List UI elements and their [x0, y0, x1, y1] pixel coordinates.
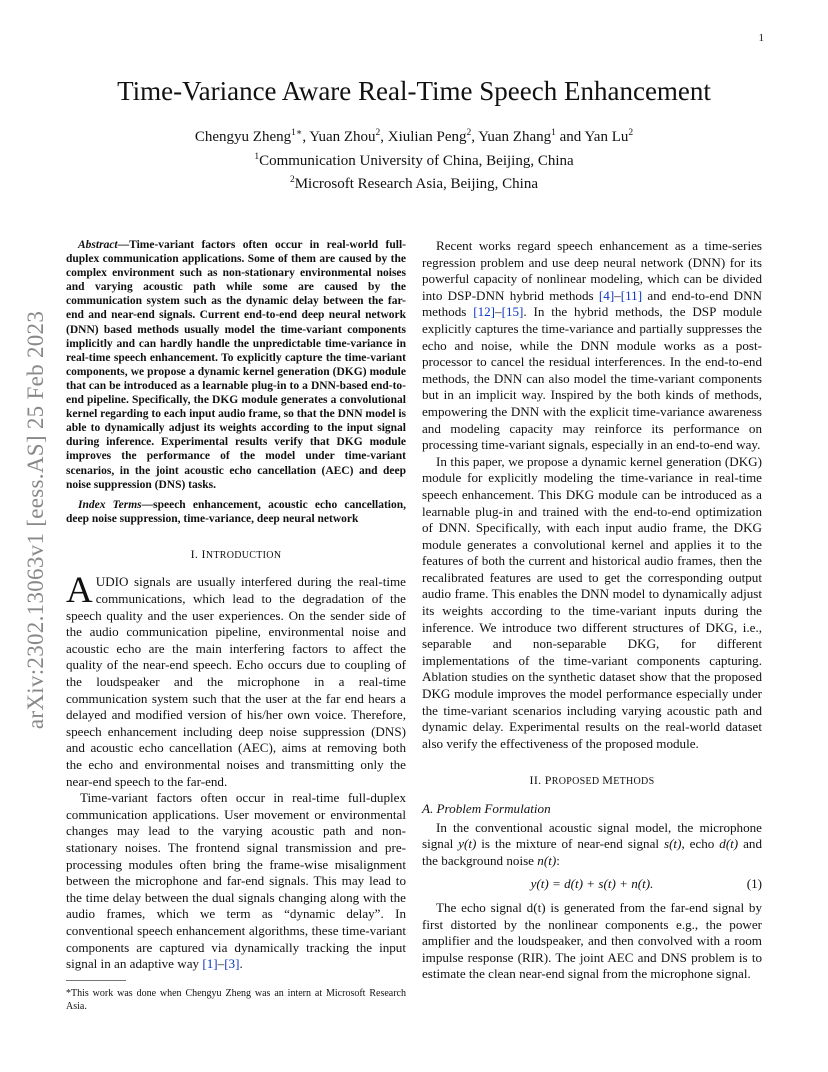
- page-number: 1: [758, 32, 764, 44]
- body-paragraph-3: In the conventional acoustic signal model, the microphone signal y(t) is the mixture of near-end signal s(t), echo d(t) and the background noise n(t):: [422, 819, 762, 868]
- intro-paragraph-2: Time-variant factors often occur in real-time full-duplex communication applications. User movement or environmental changes may lead to the varying acoustic path and non-stationary noises. The frontend signal transmission and pre-processing modules often bring the frame-wise misalignment between the microphone and far-end signals. This may lead to the time delay between the dual signals changing along with the audio frames, which we term as “dynamic delay”. In conventional speech enhancement algorithms, these time-variant components are captured via dynamically tracking the input signal in an adaptive way [1]–[3].: [66, 790, 406, 972]
- section-heading-proposed-methods: II. PROPOSED METHODS: [529, 773, 655, 788]
- drop-cap: A: [66, 570, 93, 612]
- footnote-rule: [66, 980, 126, 981]
- arxiv-id: arXiv:2302.13063v1 [eess.AS] 25 Feb 2023: [23, 310, 48, 730]
- body-paragraph-2: In this paper, we propose a dynamic kernel generation (DKG) module for explicitly modeling the time-variance in real-time speech enhancement. This DKG module can be introduced as a learnable plug-in and trained with the end-to-end optimization of DNN. Specifically, with each input audio frame, the DKG module generates a convolutional kernel and applies it to the features of both the current and historical audio frames, then the recalibrated features are used to get the corresponding output audio frame. This enables the DNN model to dynamically adjust its weights according to the time-variant inputs during the inference. We introduce two different structures of DKG, i.e., separable and non-separable DKG, for different implementations of the time-variant components capturing. Ablation studies on the synthetic dataset show that the proposed DKG module improves the model performance especially under the time-variant scenarios including varying acoustic path and dynamic delay. Experimental results on the real-world dataset also verify the effectiveness of the proposed module.: [422, 453, 762, 751]
- affiliation-2: $^2$Microsoft Research Asia, Beijing, China: [289, 175, 539, 192]
- equation-number: (1): [746, 876, 762, 892]
- arxiv-sidebar: [14, 265, 58, 775]
- section-heading-introduction: I. INTRODUCTION: [190, 546, 282, 561]
- author-list: Chengyu Zheng$^{1∗}$, Yuan Zhou$^2$, Xiulian Peng$^2$, Yuan Zhang$^1$ and Yan Lu$^2$: [194, 128, 634, 145]
- citation-link[interactable]: [3]: [224, 956, 240, 972]
- citation-link[interactable]: [1]: [202, 956, 218, 972]
- paper-title: Time-Variance Aware Real-Time Speech Enhancement: [117, 76, 711, 106]
- citation-link[interactable]: [4]: [598, 287, 615, 303]
- author-block: [0, 124, 828, 195]
- body-paragraph-4: The echo signal d(t) is generated from the far-end signal by first distorted by the nonlinear components e.g., the power amplifier and the loudspeaker, and then convolved with a room impulse response (RIR). The joint AEC and DNS problem is to estimate the clean near-end signal from the microphone signal.: [422, 899, 762, 982]
- footnote: *This work was done when Chengyu Zheng was an intern at Microsoft Research Asia.: [66, 988, 406, 1012]
- abstract: Abstract—Time-variant factors often occur in real-world full-duplex communication applications. Some of them are caused by the complex environment such as non-stationary environmental noises and varying acoustic path while some are caused by the communication system such as the dynamic delay between the far-end and near-end signals. Current end-to-end deep neural network (DNN) based methods usually model the time-variant components implicitly and can hardly handle the unpredictable time-variance in real-time speech enhancement. To explicitly capture the time-variant components, we propose a dynamic kernel generation (DKG) module that can be introduced as a learnable plug-in to a DNN-based end-to-end pipeline. Specifically, the DKG module generates a convolutional kernel regarding to each input audio frame, so that the DNN model is able to dynamically adjust its weights according to the input signal during inference. Experimental results verify that DKG module improves the performance of the model under time-variant scenarios, in the joint acoustic echo cancellation (AEC) and deep noise suppression (DNS) tasks.: [66, 239, 406, 491]
- subsection-heading: A. Problem Formulation: [422, 801, 551, 816]
- index-terms: Index Terms—speech enhancement, acoustic echo cancellation, deep noise suppression, time-variance, deep neural network: [66, 498, 407, 525]
- equation-1: [422, 876, 762, 893]
- affiliation-1: $^1$Communication University of China, Beijing, China: [254, 151, 574, 169]
- citation-link[interactable]: [12]: [473, 304, 496, 320]
- equation-expression: y(t) = d(t) + s(t) + n(t).: [530, 876, 654, 892]
- intro-paragraph-1: AUDIO signals are usually interfered during the real-time communications, which lead to the degradation of the speech quality and the user experiences. On the sender side of the audio communication pipeline, environmental noise and acoustic echo are the main interfering factors to affect the quality of the near-end speech. Echo occurs due to coupling of the loudspeaker and the microphone in a real-time communication system such that the user at the far end hears a delayed and modified version of his/her own voice. Therefore, speech enhancement including deep noise suppression (DNS) and acoustic echo cancellation (AEC), aims at removing both the echo and environmental noises and transmitting only the near-end speech to the far-end.: [66, 570, 406, 789]
- left-column: [66, 238, 406, 973]
- body-paragraph-1: Recent works regard speech enhancement as a time-series regression problem and use deep neural network (DNN) for its powerful capacity of nonlinear modeling, which can be divided into DSP-DNN hybrid methods [4]–[11] and end-to-end DNN methods [12]–[15]. In the hybrid methods, the DSP module explicitly captures the time-variance and partially suppresses the echo and noise, while the DNN module works as a post-processor to cancel the residual interferences. In the end-to-end methods, the DNN can also model the time-variant components but in an implicit way. Inspired by the both kinds of methods, empowering the DNN with the explicit time-variance awareness and modeling capacity may reinforce its performance on processing time-variant signals, especially in an end-to-end way.: [422, 238, 762, 453]
- citation-link[interactable]: [11]: [620, 287, 643, 303]
- citation-link[interactable]: [15]: [501, 304, 524, 320]
- right-column: [422, 238, 762, 983]
